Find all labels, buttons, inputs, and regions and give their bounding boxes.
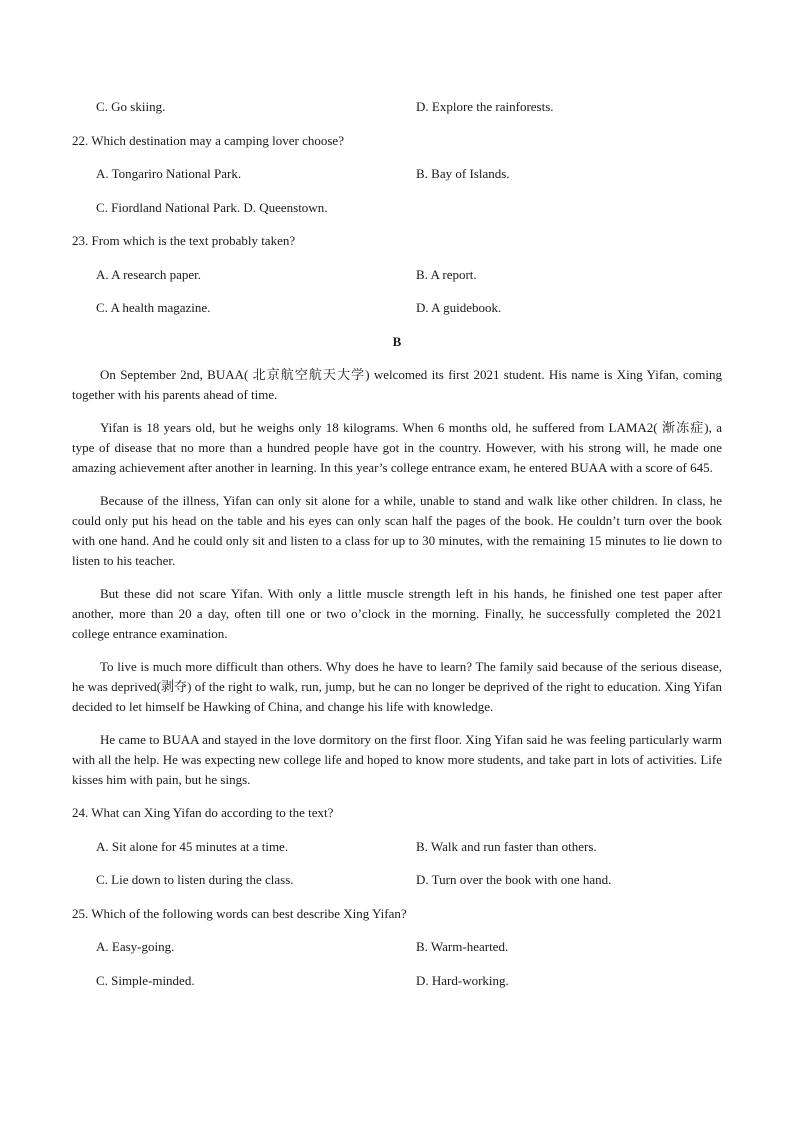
passage-paragraph-4: But these did not scare Yifan. With only a little muscle strength left in his hands, he finished one test paper after another, more than 20 a day, often till one or two o’clock in the morning. Finally, he successfully completed the 2021 college entrance examination. [72,586,722,641]
q23-option-c[interactable]: C. A health magazine. [96,300,211,315]
q24-option-b[interactable]: B. Walk and run faster than others. [416,838,597,854]
q24-option-c[interactable]: C. Lie down to listen during the class. [96,872,294,887]
q23-option-a[interactable]: A. A research paper. [96,266,202,282]
q21-option-c[interactable]: C. Go skiing. [96,99,166,114]
q23-options-row-cd [72,298,722,318]
q24-options-row-cd [72,870,722,890]
q24-option-d[interactable]: D. Turn over the book with one hand. [416,872,612,887]
q25-stem: 25. Which of the following words can best describe Xing Yifan? [72,905,407,921]
passage-paragraph-1: On September 2nd, BUAA( 北京航空航天大学) welcomed its first 2021 student. His name is Xing Yifan, coming together with his parents ahead of time. [72,367,722,402]
exam-page [72,97,722,1004]
q25-option-b[interactable]: B. Warm-hearted. [416,939,509,954]
q24-options-row-ab [72,837,722,857]
q22-stem: 22. Which destination may a camping lover choose? [72,132,344,148]
q22-option-a[interactable]: A. Tongariro National Park. [96,166,242,181]
q22-option-b[interactable]: B. Bay of Islands. [416,166,510,181]
section-b-title: B [392,333,402,349]
passage-paragraph-6: He came to BUAA and stayed in the love dormitory on the first floor. Xing Yifan said he was feeling particularly warm with all the help. He was expecting new college life and hoped to know more students, and take part in lots of activities. Life kisses him with pain, but he sings. [72,732,722,787]
q25-options-row-ab [72,937,722,957]
q25-options-row-cd [72,971,722,991]
q23-option-d[interactable]: D. A guidebook. [416,300,502,315]
q21-option-d[interactable]: D. Explore the rainforests. [416,99,554,114]
passage-paragraph-2: Yifan is 18 years old, but he weighs only 18 kilograms. When 6 months old, he suffered from LAMA2( 渐冻症), a type of disease that no more than a hundred people have got in the country. However, with his strong will, he made one amazing achievement after another in learning. In this year’s college entrance exam, he entered BUAA with a score of 645. [72,420,722,475]
q22-options-row-ab [72,164,722,184]
passage-paragraph-3: Because of the illness, Yifan can only sit alone for a while, unable to stand and walk like other children. In class, he could only put his head on the table and his eyes can only scan half the pages of the book. He couldn’t turn over the book with one hand. And he could only sit and listen to a class for up to 30 minutes, with the remaining 15 minutes to lie down to listen to his teacher. [72,493,722,568]
q23-option-b[interactable]: B. A report. [416,266,477,282]
q25-option-a[interactable]: A. Easy-going. [96,939,175,954]
q25-option-d[interactable]: D. Hard-working. [416,972,509,988]
q22-option-cd[interactable]: C. Fiordland National Park. D. Queenstown. [96,199,328,215]
q21-options-row-cd [72,97,722,117]
passage-paragraph-5: To live is much more difficult than others. Why does he have to learn? The family said because of the serious disease, he was deprived(剥夺) of the right to walk, run, jump, but he can no longer be deprived of the right to education. Xing Yifan decided to let himself be Hawking of China, and change his life with knowledge. [72,659,722,714]
q23-options-row-ab [72,265,722,285]
q24-option-a[interactable]: A. Sit alone for 45 minutes at a time. [96,838,289,854]
q25-option-c[interactable]: C. Simple-minded. [96,972,195,988]
q24-stem: 24. What can Xing Yifan do according to the text? [72,805,334,820]
q23-stem: 23. From which is the text probably taken? [72,233,296,248]
